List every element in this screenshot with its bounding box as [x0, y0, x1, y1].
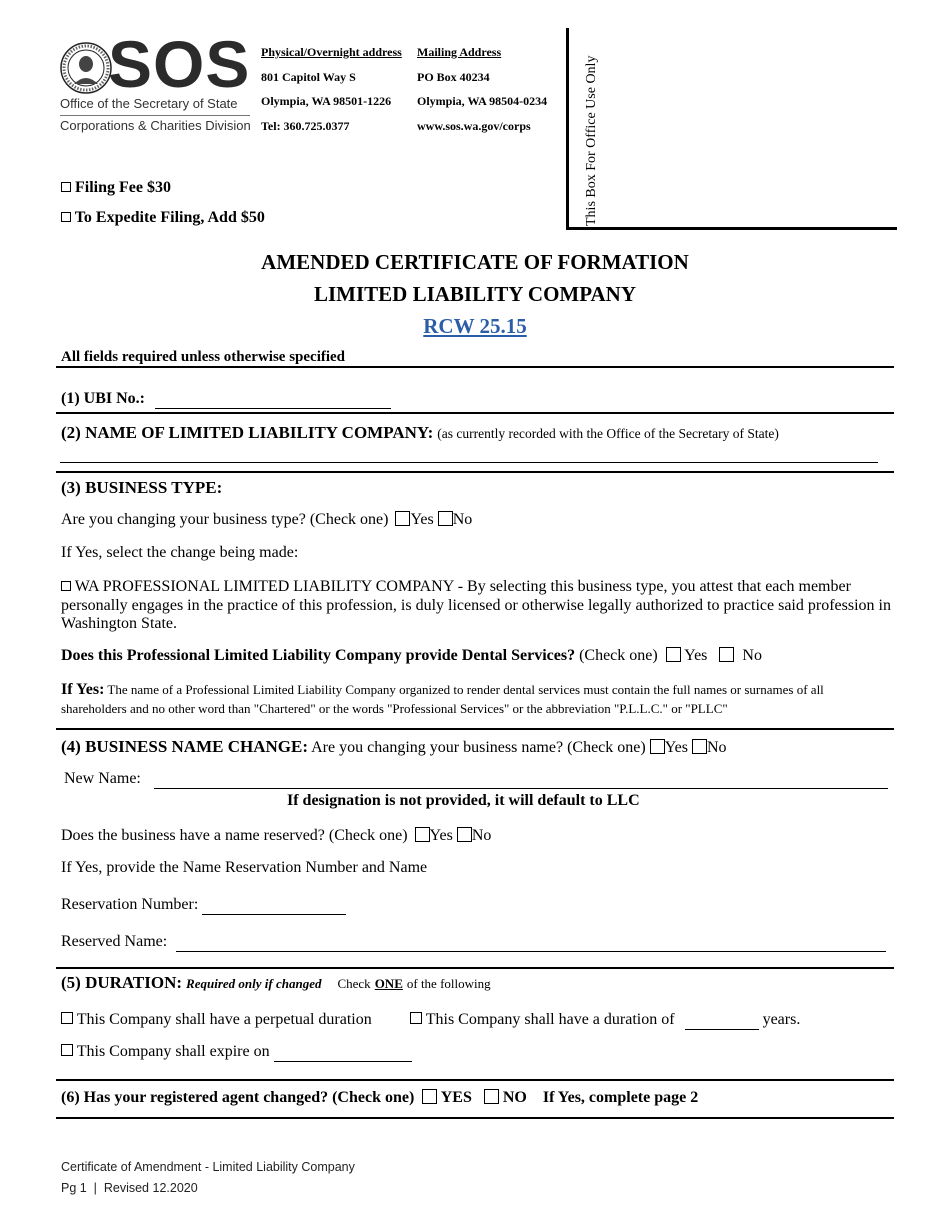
duration-years-label: years.: [762, 1011, 801, 1028]
logo-letters: SOS: [108, 27, 251, 101]
perpetual-option[interactable]: [61, 1011, 372, 1029]
reserved-ifyes-text: If Yes, provide the Name Reservation Number and Name: [61, 859, 428, 876]
designation-note: If designation is not provided, it will default to LLC: [287, 792, 640, 809]
duration-heading-row: [61, 973, 491, 993]
dental-note-label: If Yes:: [61, 681, 105, 698]
mailing-heading: Mailing Address: [417, 45, 502, 59]
reserved-no-label: No: [471, 827, 492, 844]
perpetual-checkbox[interactable]: [61, 1012, 73, 1024]
rcw-link[interactable]: RCW 25.15: [423, 314, 527, 338]
dental-no-checkbox[interactable]: [719, 647, 734, 662]
llc-name-label: (2) NAME OF LIMITED LIABILITY COMPANY:: [61, 423, 434, 442]
physical-line1: 801 Capitol Way S: [261, 69, 356, 84]
name-change-yes-label: Yes: [664, 739, 688, 756]
agent-no-checkbox[interactable]: [484, 1089, 499, 1104]
physical-address: [261, 40, 402, 138]
change-type-no-label: No: [452, 511, 473, 528]
expedite-option[interactable]: [61, 209, 265, 227]
mailing-line2: Olympia, WA 98504-0234: [417, 94, 548, 108]
duration-check-one: ONE: [374, 976, 403, 991]
agent-ifyes-note: If Yes, complete page 2: [542, 1089, 699, 1106]
duration-of-option[interactable]: [410, 1011, 800, 1030]
section-ubi: [61, 390, 391, 409]
reserved-question: [61, 827, 491, 845]
agent-yes-checkbox[interactable]: [422, 1089, 437, 1104]
agent-yes-label: YES: [440, 1089, 472, 1106]
change-type-text: Are you changing your business type? (Check one): [61, 511, 389, 528]
business-type-heading: (3) BUSINESS TYPE:: [61, 478, 223, 497]
change-type-question: [61, 511, 472, 529]
dental-yes-checkbox[interactable]: [666, 647, 681, 662]
dental-note-text: The name of a Professional Limited Liability Company organized to render dental services must contain the full names or surnames of all shareholders and no other word than "Chartered" or the words "Professional Services" or the abbreviation "P.L.L.C." or "PLLC": [61, 682, 824, 716]
expire-label: This Company shall expire on: [76, 1043, 270, 1060]
select-change-text: If Yes, select the change being made:: [61, 544, 299, 561]
new-name-input[interactable]: [154, 788, 888, 789]
footer-title: Certificate of Amendment - Limited Liability Company: [61, 1160, 355, 1174]
pllc-text: WA PROFESSIONAL LIMITED LIABILITY COMPANY - By selecting this business type, you attest that each member personally engages in the practice of this profession, is duly licensed or otherwise legally authorized to practice said profession in Washington State.: [61, 578, 891, 632]
perpetual-label: This Company shall have a perpetual duration: [76, 1011, 372, 1028]
reserved-name-label: Reserved Name:: [61, 933, 168, 950]
name-change-no-label: No: [706, 739, 727, 756]
name-change-no-checkbox[interactable]: [692, 739, 707, 754]
change-type-yes-checkbox[interactable]: [395, 511, 410, 526]
name-change-heading: (4) BUSINESS NAME CHANGE:: [61, 737, 308, 756]
physical-heading: Physical/Overnight address: [261, 45, 402, 59]
change-type-no-checkbox[interactable]: [438, 511, 453, 526]
reserved-question-text: Does the business have a name reserved? (Check one): [61, 827, 408, 844]
name-change-text: Are you changing your business name? (Check one): [311, 739, 646, 756]
ubi-input[interactable]: [155, 390, 391, 409]
duration-heading: (5) DURATION:: [61, 973, 183, 992]
expire-checkbox[interactable]: [61, 1044, 73, 1056]
pllc-checkbox[interactable]: [61, 581, 71, 591]
mailing-address: [417, 40, 547, 138]
duration-years-input[interactable]: [685, 1011, 759, 1030]
expedite-label: To Expedite Filing, Add $50: [74, 209, 265, 226]
filing-fee-option[interactable]: [61, 179, 171, 197]
section-llc-name: [61, 423, 779, 443]
pllc-option[interactable]: [61, 578, 891, 634]
filing-fee-label: Filing Fee $30: [75, 179, 171, 196]
expire-date-input[interactable]: [274, 1043, 412, 1062]
duration-of-checkbox[interactable]: [410, 1012, 422, 1024]
agent-no-label: NO: [502, 1089, 527, 1106]
office-use-label: This Box For Office Use Only: [584, 55, 599, 226]
expire-option[interactable]: [61, 1043, 412, 1062]
sos-logo: [60, 27, 255, 136]
duration-required: Required only if changed: [186, 976, 322, 991]
office-use-box: [566, 28, 897, 230]
form-title-line1: AMENDED CERTIFICATE OF FORMATION: [261, 250, 689, 274]
reservation-number-input[interactable]: [202, 896, 346, 915]
dental-note: [61, 680, 891, 718]
logo-line2: Corporations & Charities Division: [60, 118, 251, 133]
logo-line1: Office of the Secretary of State: [60, 96, 238, 111]
reserved-yes-checkbox[interactable]: [415, 827, 430, 842]
reserved-no-checkbox[interactable]: [457, 827, 472, 842]
change-type-yes-label: Yes: [410, 511, 434, 528]
duration-of-label: This Company shall have a duration of: [425, 1011, 675, 1028]
dental-question: [61, 647, 762, 665]
reservation-number-row: [61, 896, 346, 915]
name-change-yes-checkbox[interactable]: [650, 739, 665, 754]
dental-question-text: Does this Professional Limited Liability Company provide Dental Services?: [61, 647, 576, 664]
filing-fee-checkbox[interactable]: [61, 182, 71, 192]
physical-line2: Olympia, WA 98501-1226: [261, 94, 392, 108]
reserved-name-input[interactable]: [176, 951, 886, 952]
reservation-number-label: Reservation Number:: [61, 896, 199, 913]
name-change-question: [61, 737, 727, 757]
required-note: All fields required unless otherwise specified: [61, 349, 346, 365]
expedite-checkbox[interactable]: [61, 212, 71, 222]
wa-state-seal-icon: [60, 42, 112, 94]
duration-check-post: of the following: [406, 976, 491, 991]
reserved-yes-label: Yes: [429, 827, 453, 844]
agent-question: [61, 1089, 698, 1107]
llc-name-input[interactable]: [60, 462, 878, 463]
llc-name-note: (as currently recorded with the Office of the Secretary of State): [437, 426, 779, 441]
duration-check-pre: Check: [337, 976, 371, 991]
dental-check-one: (Check one): [579, 647, 658, 664]
dental-yes-label: Yes: [684, 647, 708, 664]
physical-phone: Tel: 360.725.0377: [261, 118, 350, 133]
dental-no-label: No: [742, 647, 762, 664]
form-title-line2: LIMITED LIABILITY COMPANY: [313, 282, 637, 306]
agent-question-text: (6) Has your registered agent changed? (Check one): [61, 1089, 415, 1106]
mailing-website: www.sos.wa.gov/corps: [417, 118, 531, 133]
mailing-line1: PO Box 40234: [417, 69, 490, 84]
footer-page: Pg 1 | Revised 12.2020: [61, 1181, 198, 1195]
new-name-label: New Name:: [64, 770, 141, 787]
ubi-label: (1) UBI No.:: [61, 390, 145, 407]
